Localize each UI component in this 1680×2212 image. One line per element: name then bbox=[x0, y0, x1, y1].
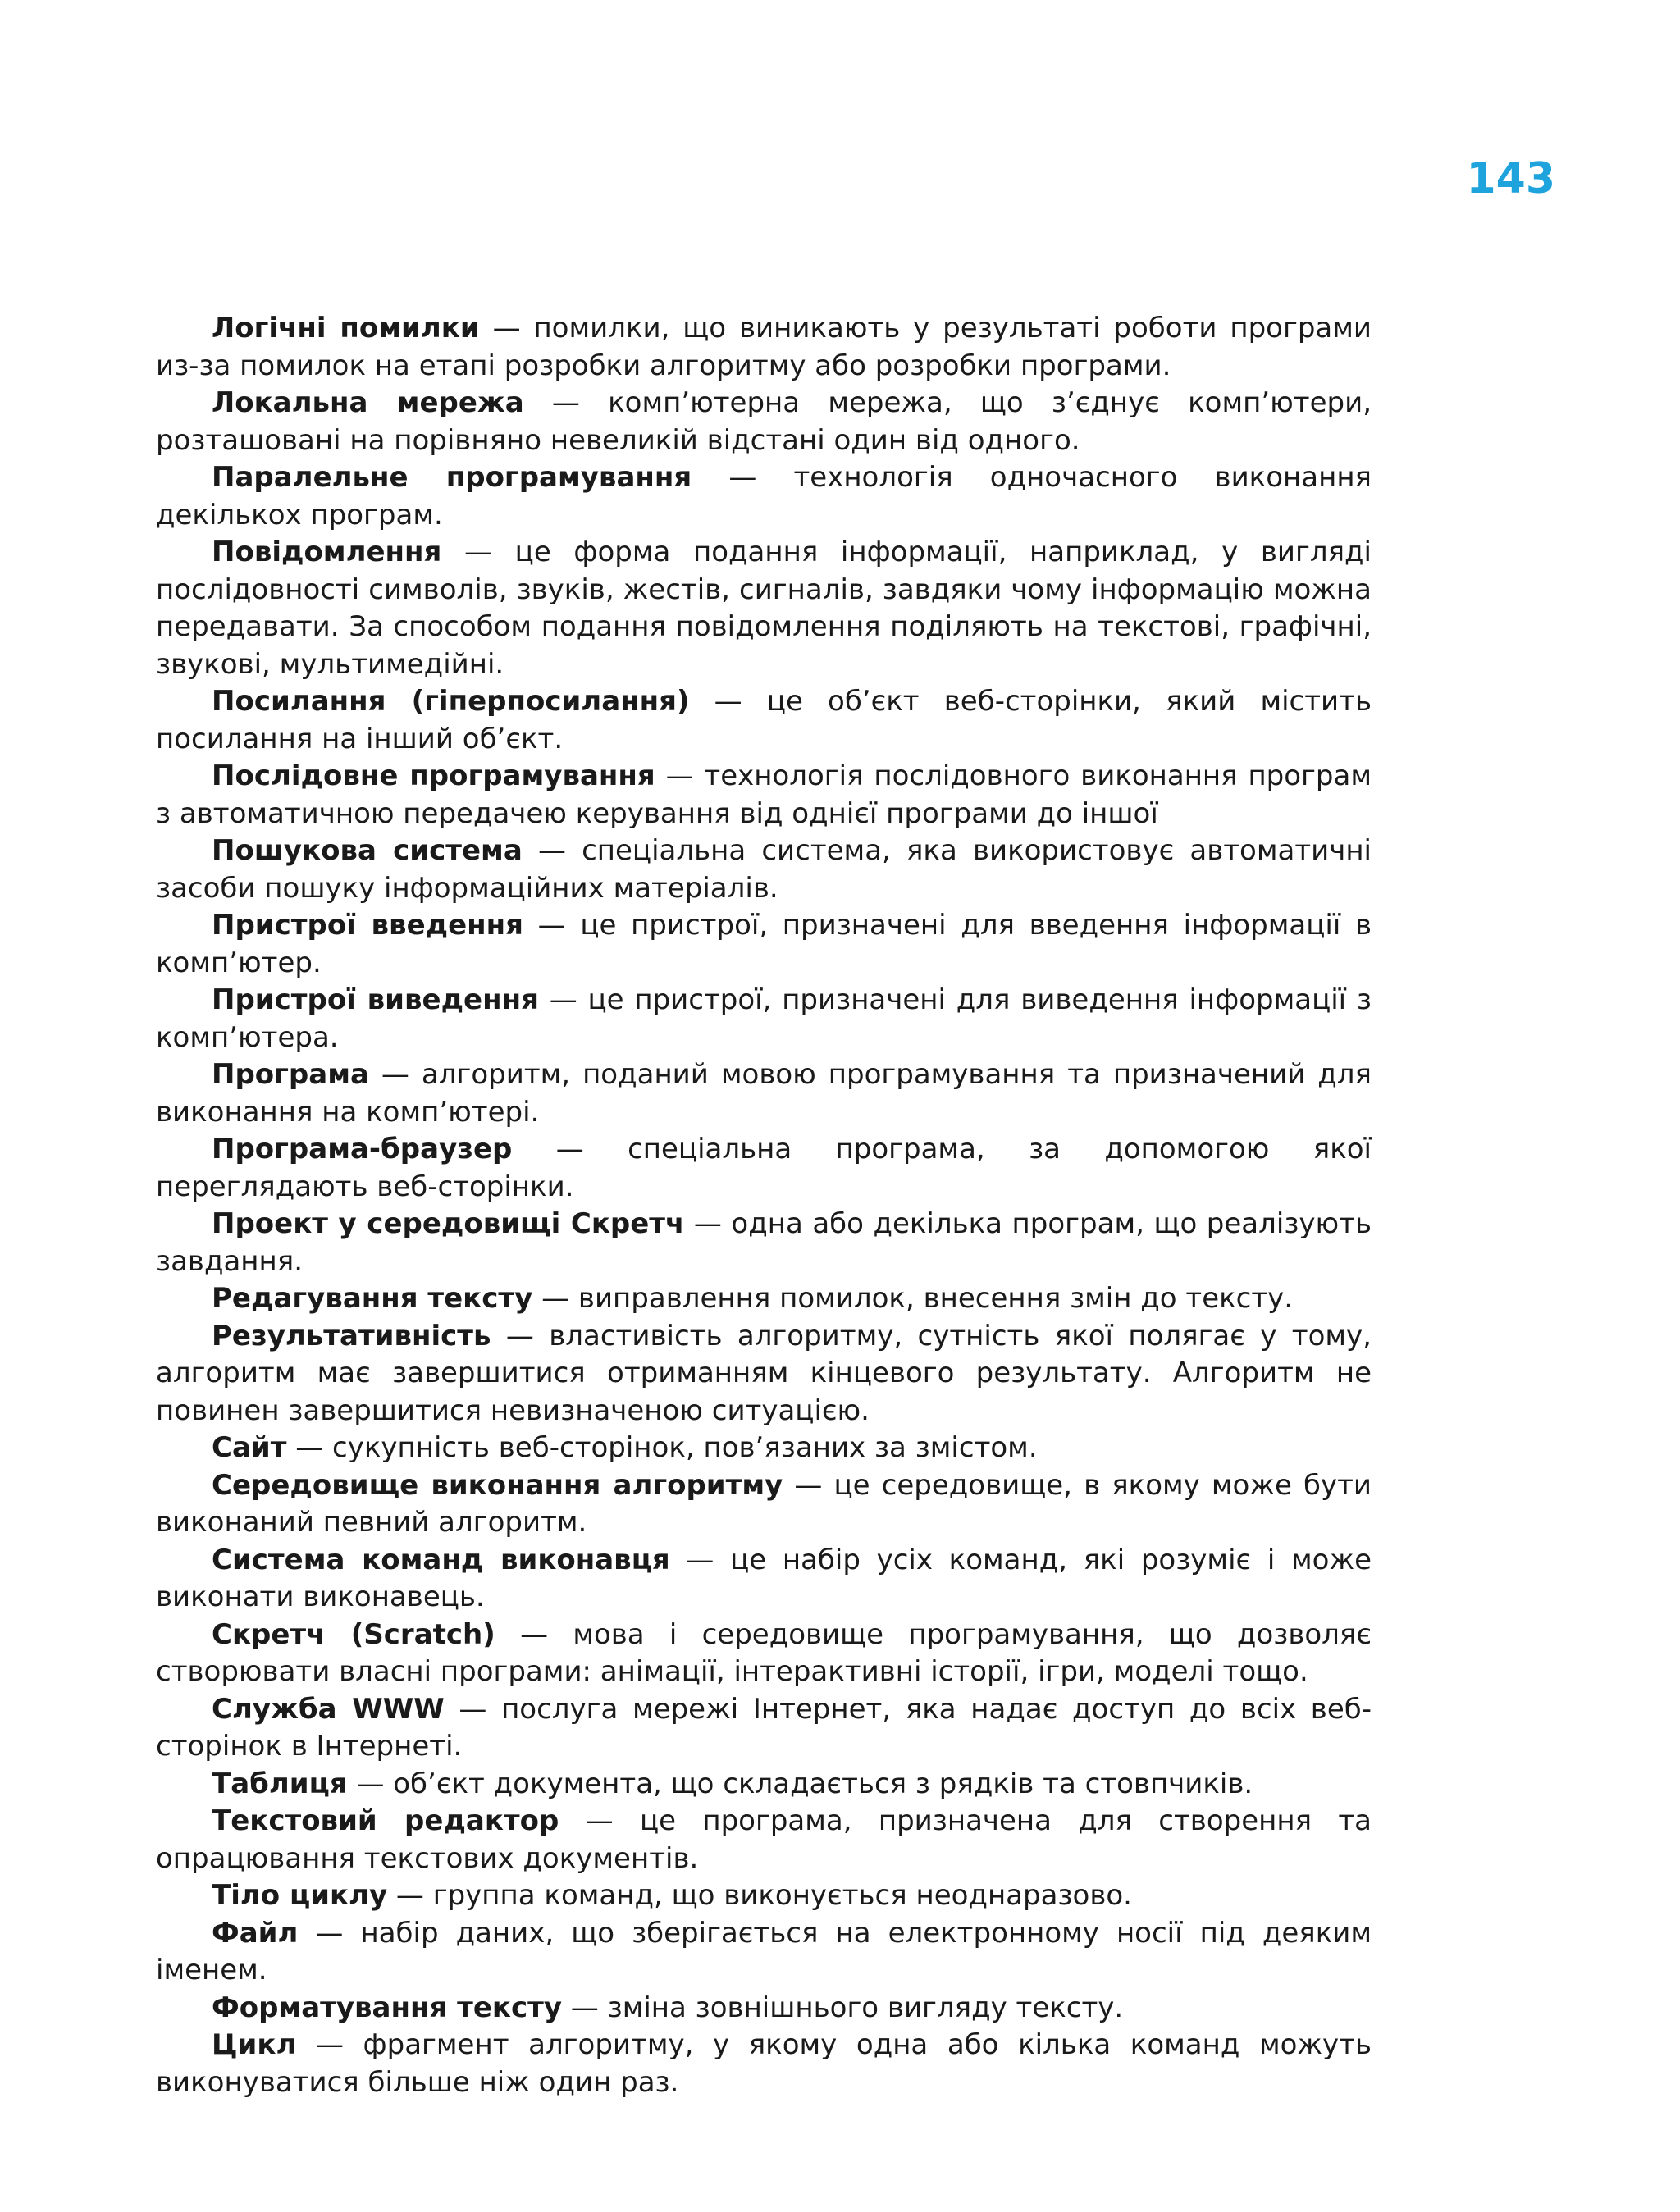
entry-term: Таблиця bbox=[212, 1767, 348, 1800]
glossary-entry bbox=[156, 1131, 1372, 1206]
entry-definition: — мова і середовище програмування, що дозволяє створювати власні програми: анімації, інтерактивні історії, ігри, моделі тощо. bbox=[156, 1617, 1372, 1688]
entry-definition: — зміна зовнішнього вигляду тексту. bbox=[562, 1991, 1124, 2024]
entry-term: Локальна мережа bbox=[212, 386, 524, 419]
entry-term: Служба WWW bbox=[212, 1692, 445, 1726]
entry-term: Сайт bbox=[212, 1431, 287, 1464]
glossary-entry bbox=[156, 1691, 1372, 1766]
entry-definition: — це середовище, в якому може бути виконаний певний алгоритм. bbox=[156, 1468, 1372, 1539]
entry-definition: — це об’єкт веб-сторінки, який містить посилання на інший об’єкт. bbox=[156, 685, 1372, 755]
glossary bbox=[156, 310, 1372, 2101]
entry-term: Програма-браузер bbox=[212, 1133, 513, 1165]
glossary-entry bbox=[156, 758, 1372, 832]
entry-term: Результативність bbox=[212, 1319, 491, 1352]
entry-definition: — помилки, що виникають у результаті роботи програми из-за помилок на етапі розробки алгоритму або розробки програми. bbox=[156, 312, 1372, 382]
glossary-entry bbox=[156, 1542, 1372, 1617]
glossary-entry bbox=[156, 310, 1372, 385]
entry-term: Пошукова система bbox=[212, 834, 523, 867]
entry-definition: — комп’ютерна мережа, що з’єднує комп’ютери, розташовані на порівняно невеликій відстані один від одного. bbox=[156, 386, 1372, 457]
entry-term: Редагування тексту bbox=[212, 1282, 533, 1315]
entry-definition: — це набір усіх команд, які розуміє і може виконати виконавець. bbox=[156, 1543, 1372, 1613]
entry-term: Файл bbox=[212, 1916, 299, 1950]
glossary-entry bbox=[156, 1280, 1372, 1318]
entry-term: Середовище виконання алгоритму bbox=[212, 1468, 783, 1502]
glossary-entry bbox=[156, 1617, 1372, 1691]
entry-term: Форматування тексту bbox=[212, 1991, 562, 2024]
entry-definition: — послуга мережі Інтернет, яка надає доступ до всіх веб-сторінок в Інтернеті. bbox=[156, 1692, 1372, 1763]
glossary-entry bbox=[156, 385, 1372, 459]
entry-term: Логічні помилки bbox=[212, 312, 480, 344]
glossary-entry bbox=[156, 907, 1372, 982]
page-number: 143 bbox=[1466, 154, 1555, 203]
glossary-entry bbox=[156, 459, 1372, 534]
glossary-entry bbox=[156, 1467, 1372, 1542]
entry-term: Програма bbox=[212, 1058, 369, 1091]
glossary-entry bbox=[156, 1318, 1372, 1430]
glossary-entry bbox=[156, 1430, 1372, 1467]
entry-term: Посилання (гіперпосилання) bbox=[212, 685, 690, 718]
glossary-entry bbox=[156, 534, 1372, 683]
glossary-entry bbox=[156, 1056, 1372, 1131]
entry-term: Скретч (Scratch) bbox=[212, 1617, 495, 1651]
entry-definition: — виправлення помилок, внесення змін до тексту. bbox=[532, 1282, 1294, 1315]
entry-term: Текстовий редактор bbox=[212, 1804, 559, 1837]
entry-definition: — властивість алгоритму, сутність якої полягає у тому, алгоритм має завершитися отриманням кінцевого результату. Алгоритм не повинен завершитися невизначеною ситуацією. bbox=[156, 1319, 1372, 1427]
entry-definition: — технологія послідовного виконання програм з автоматичною передачею керування від однієї програми до іншої bbox=[156, 759, 1372, 830]
entry-term: Пристрої виведення bbox=[212, 983, 539, 1016]
entry-term: Цикл bbox=[212, 2028, 297, 2061]
entry-definition: — группа команд, що виконується неоднаразово. bbox=[387, 1879, 1132, 1912]
entry-term: Пристрої введення bbox=[212, 909, 523, 942]
glossary-entry bbox=[156, 1990, 1372, 2027]
entry-term: Повідомлення bbox=[212, 536, 442, 568]
entry-definition: — технологія одночасного виконання декількох програм. bbox=[156, 461, 1372, 531]
glossary-entry bbox=[156, 1915, 1372, 1990]
entry-definition: — це пристрої, призначені для виведення інформації з комп’ютера. bbox=[156, 983, 1372, 1054]
entry-term: Паралельне програмування bbox=[212, 461, 692, 494]
entry-definition: — набір даних, що зберігається на електронному носії під деяким іменем. bbox=[156, 1916, 1372, 1986]
glossary-entry bbox=[156, 1206, 1372, 1280]
entry-definition: — це пристрої, призначені для введення інформації в комп’ютер. bbox=[156, 909, 1372, 979]
entry-term: Система команд виконавця bbox=[212, 1543, 670, 1576]
entry-definition: — спеціальна система, яка використовує автоматичні засоби пошуку інформаційних матеріалів. bbox=[156, 834, 1372, 905]
glossary-entry bbox=[156, 1877, 1372, 1915]
glossary-entry bbox=[156, 2027, 1372, 2101]
entry-term: Послідовне програмування bbox=[212, 759, 655, 792]
glossary-entry bbox=[156, 1803, 1372, 1877]
entry-definition: — це програма, призначена для створення та опрацювання текстових документів. bbox=[156, 1804, 1372, 1875]
glossary-entry bbox=[156, 1766, 1372, 1804]
glossary-entry bbox=[156, 982, 1372, 1056]
entry-definition: — це форма подання інформації, наприклад, у вигляді послідовності символів, звуків, жестів, сигналів, завдяки чому інформацію можна передавати. За способом подання повідомлення поділяють на текстові, графічні, звукові, мультимедійні. bbox=[156, 536, 1372, 681]
glossary-entry bbox=[156, 832, 1372, 907]
entry-definition: — одна або декілька програм, що реалізують завдання. bbox=[156, 1207, 1372, 1278]
entry-definition: — алгоритм, поданий мовою програмування та призначений для виконання на комп’ютері. bbox=[156, 1058, 1372, 1129]
entry-term: Проект у середовищі Скретч bbox=[212, 1207, 685, 1240]
entry-definition: — фрагмент алгоритму, у якому одна або кілька команд можуть виконуватися більше ніж один раз. bbox=[156, 2028, 1372, 2099]
entry-definition: — спеціальна програма, за допомогою якої переглядають веб-сторінки. bbox=[156, 1133, 1372, 1203]
glossary-entry bbox=[156, 683, 1372, 758]
entry-term: Тіло циклу bbox=[212, 1879, 388, 1912]
entry-definition: — об’єкт документа, що складається з рядків та стовпчиків. bbox=[347, 1767, 1253, 1800]
entry-definition: — сукупність веб-сторінок, пов’язаних за змістом. bbox=[286, 1431, 1038, 1464]
